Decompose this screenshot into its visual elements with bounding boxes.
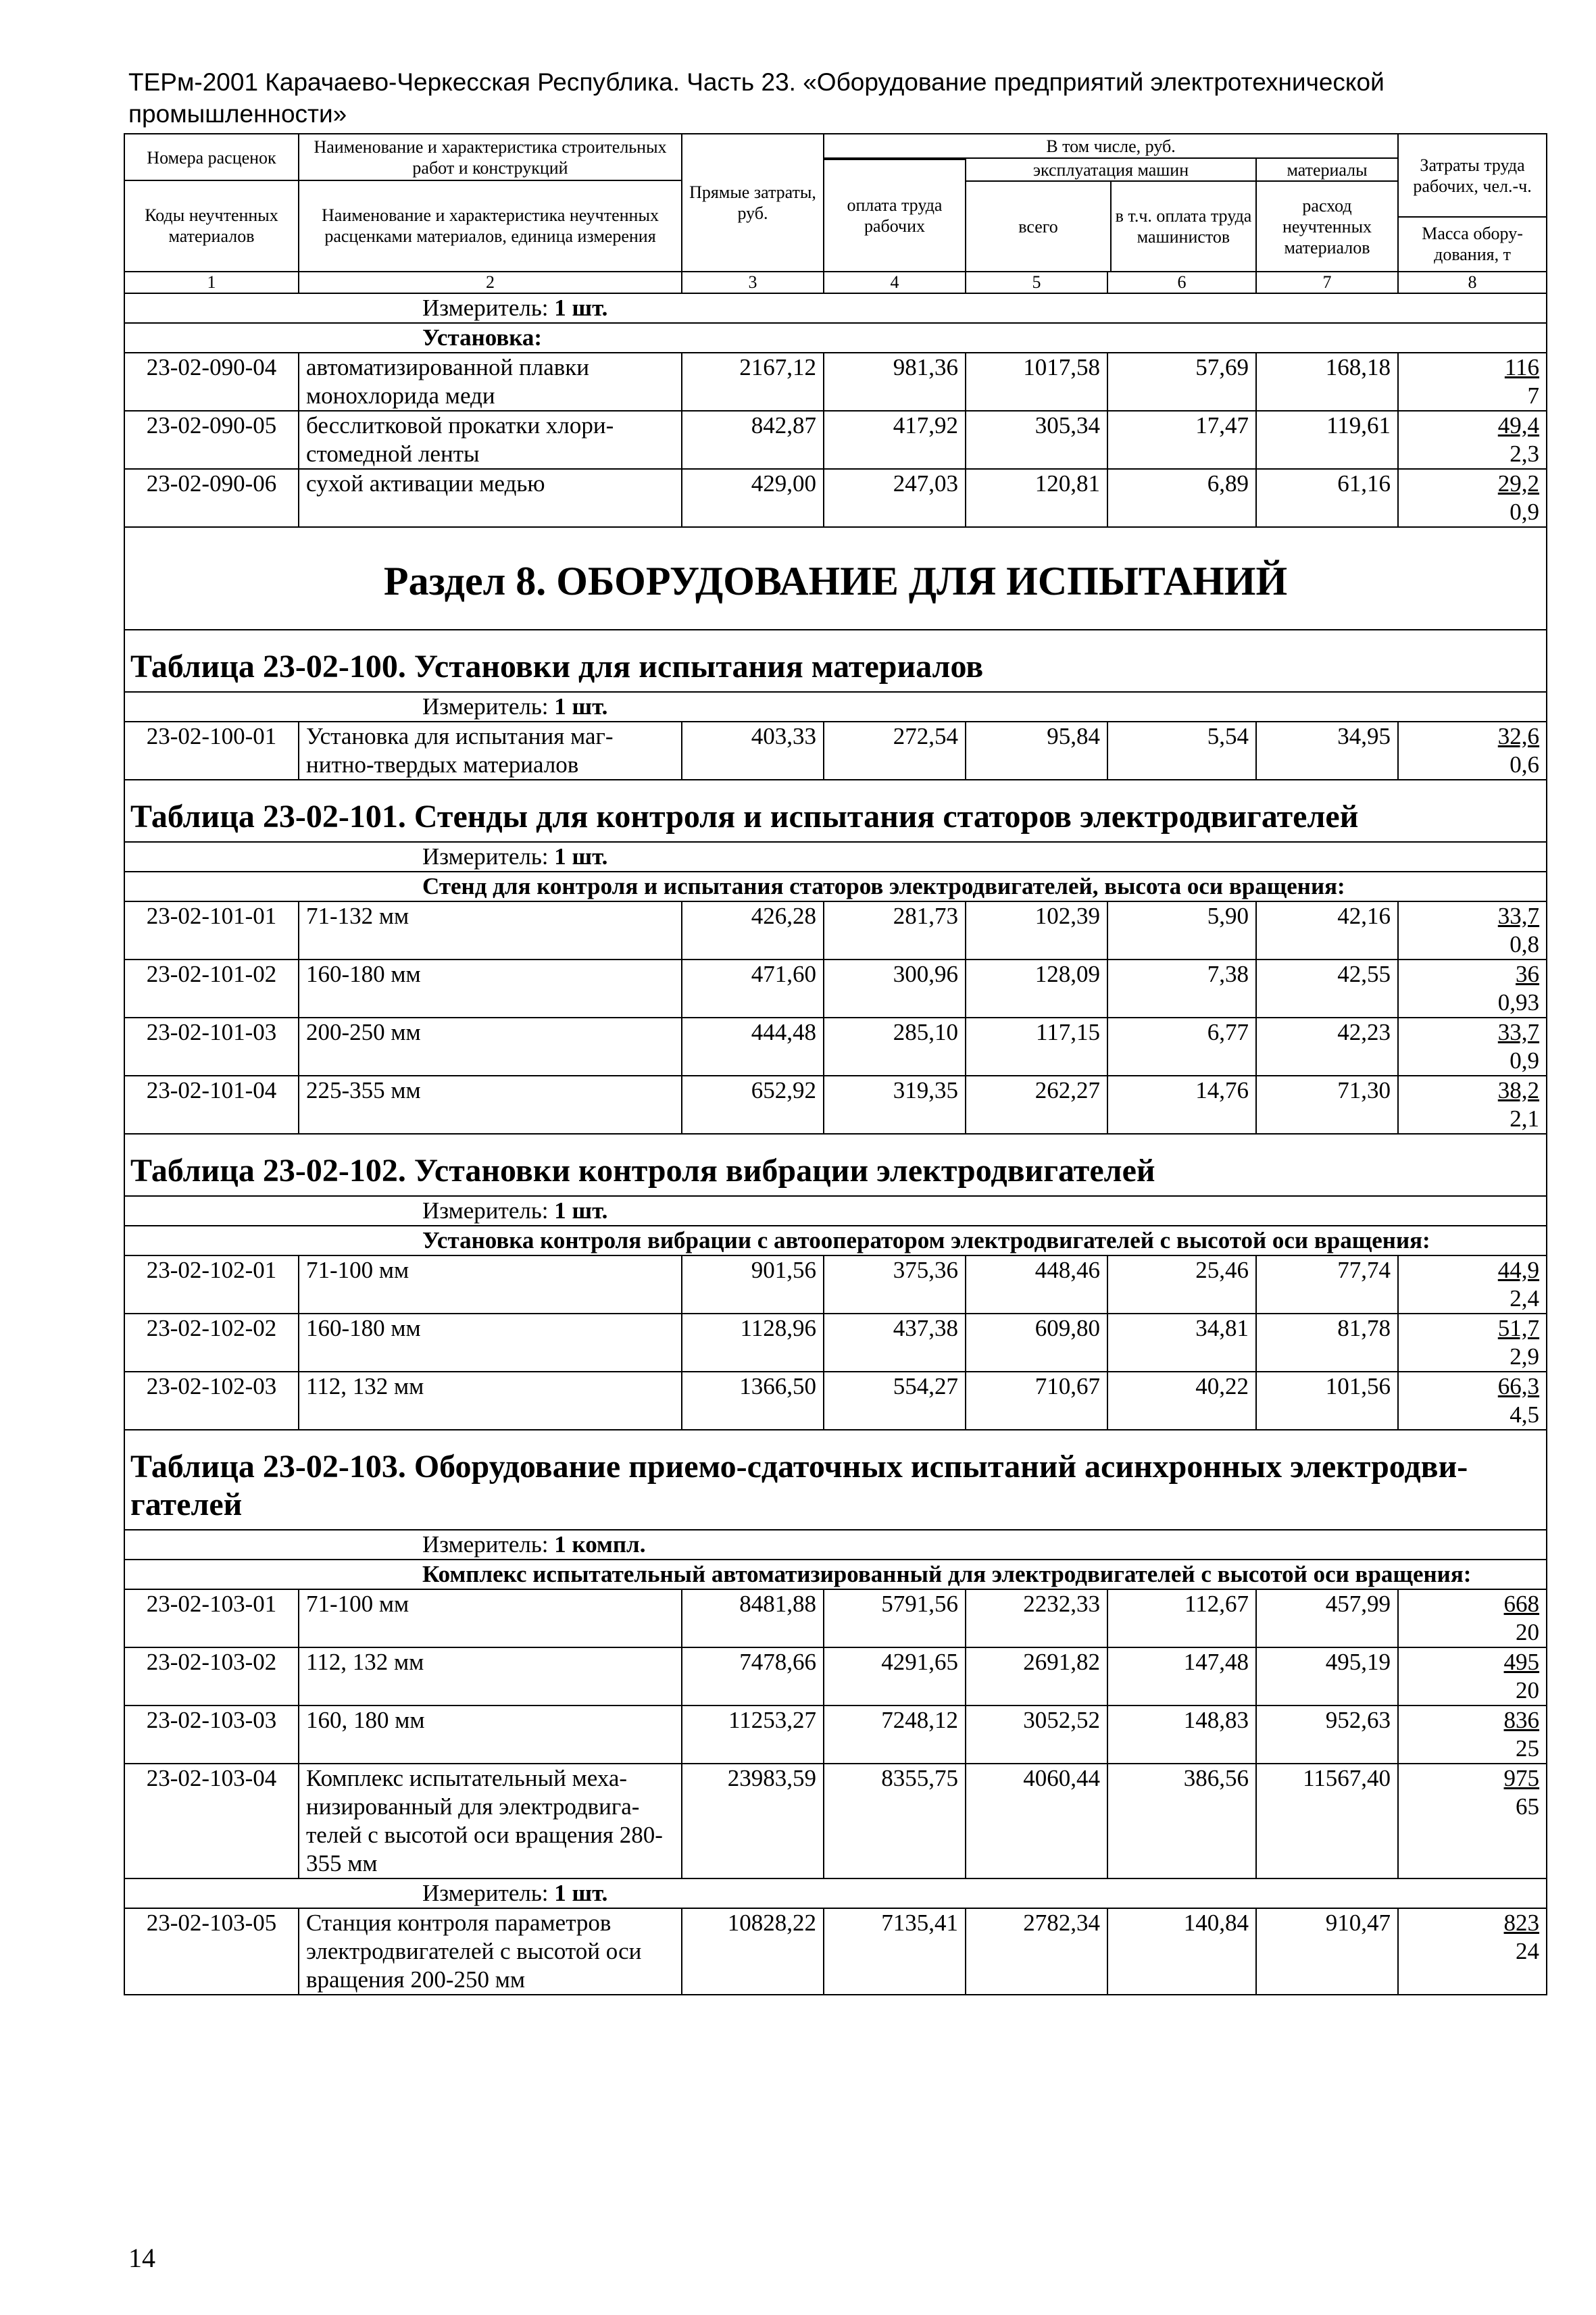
rate-code: 23-02-101-04 — [124, 1076, 299, 1134]
table-row — [124, 411, 1547, 469]
rate-labor-mass — [1398, 1314, 1547, 1372]
table-row — [124, 722, 1547, 780]
table-row — [124, 1372, 1547, 1430]
header-machines: эксплуатация машин — [966, 159, 1255, 182]
labor-cost: 66,3 — [1497, 1373, 1540, 1399]
equipment-mass: 0,9 — [1510, 1047, 1540, 1074]
rate-wage: 281,73 — [824, 901, 966, 960]
rate-mach: 4060,44 — [966, 1764, 1107, 1878]
equipment-mass: 0,93 — [1497, 989, 1540, 1016]
equipment-mass: 20 — [1516, 1677, 1540, 1703]
rate-code: 23-02-103-02 — [124, 1647, 299, 1706]
rate-mach: 95,84 — [966, 722, 1107, 780]
rate-mach-wage: 386,56 — [1107, 1764, 1256, 1878]
rate-mat: 42,23 — [1256, 1018, 1398, 1076]
block0-meter-label: Измеритель: — [422, 295, 549, 321]
rate-mach: 710,67 — [966, 1372, 1107, 1430]
rate-code: 23-02-102-02 — [124, 1314, 299, 1372]
equipment-mass: 0,9 — [1510, 499, 1540, 525]
colnum-7: 7 — [1256, 272, 1398, 293]
rate-mat: 952,63 — [1256, 1706, 1398, 1764]
rate-code: 23-02-103-04 — [124, 1764, 299, 1878]
header-col2-top: Наименование и характеристика строительных работ и конструкций — [299, 135, 681, 181]
rate-mach-wage: 5,90 — [1107, 901, 1256, 960]
rate-direct: 426,28 — [682, 901, 824, 960]
rate-code: 23-02-102-03 — [124, 1372, 299, 1430]
rate-code: 23-02-103-05 — [124, 1908, 299, 1995]
rate-wage: 981,36 — [824, 353, 966, 411]
rate-direct: 8481,88 — [682, 1589, 824, 1647]
header-col1 — [124, 134, 299, 272]
rate-direct: 652,92 — [682, 1076, 824, 1134]
rate-mach: 117,15 — [966, 1018, 1107, 1076]
labor-cost: 29,2 — [1497, 470, 1540, 497]
rate-name: 160-180 мм — [299, 1314, 682, 1372]
header-col8-bottom: Масса обору-дования, т — [1422, 224, 1523, 264]
table-row — [124, 901, 1547, 960]
rate-labor-mass — [1398, 1908, 1547, 1995]
table-row — [124, 1314, 1547, 1372]
rate-name: сухой активации медью — [299, 469, 682, 527]
t100-meter-label: Измеритель: — [422, 693, 549, 720]
labor-cost: 44,9 — [1497, 1257, 1540, 1283]
rate-mach-wage: 147,48 — [1107, 1647, 1256, 1706]
rate-name: 71-100 мм — [299, 1589, 682, 1647]
t102-subhead: Установка контроля вибрации с автооператором электродвигателей с высотой оси вращения: — [124, 1226, 1547, 1255]
labor-cost: 823 — [1503, 1910, 1540, 1936]
rate-code: 23-02-103-03 — [124, 1706, 299, 1764]
rate-direct: 10828,22 — [682, 1908, 824, 1995]
t102-meter-row — [124, 1196, 1547, 1226]
t100-meter-value: 1 шт. — [554, 693, 608, 720]
header-materials-cell — [1256, 158, 1398, 272]
labor-cost-wrap — [1405, 1764, 1539, 1793]
table-row — [124, 1589, 1547, 1647]
rate-code: 23-02-100-01 — [124, 722, 299, 780]
rate-wage: 7248,12 — [824, 1706, 966, 1764]
labor-cost-wrap — [1405, 1648, 1539, 1676]
rate-direct: 7478,66 — [682, 1647, 824, 1706]
rate-mat: 101,56 — [1256, 1372, 1398, 1430]
rate-mach: 128,09 — [966, 960, 1107, 1018]
rate-mat: 119,61 — [1256, 411, 1398, 469]
rate-direct: 23983,59 — [682, 1764, 824, 1878]
rate-mach-wage: 5,54 — [1107, 722, 1256, 780]
rate-mat: 71,30 — [1256, 1076, 1398, 1134]
labor-cost: 668 — [1503, 1591, 1540, 1617]
t101-subhead: Стенд для контроля и испытания статоров электродвигателей, высота оси вращения: — [124, 872, 1547, 901]
rate-name: Установка для испытания маг-нитно-твердых материалов — [299, 722, 682, 780]
rate-mach-wage: 40,22 — [1107, 1372, 1256, 1430]
labor-cost: 51,7 — [1497, 1315, 1540, 1341]
rate-name: 71-132 мм — [299, 901, 682, 960]
labor-cost: 32,6 — [1497, 723, 1540, 749]
rate-direct: 403,33 — [682, 722, 824, 780]
rate-wage: 417,92 — [824, 411, 966, 469]
rate-code: 23-02-101-02 — [124, 960, 299, 1018]
header-col7: расход неучтенных материалов — [1282, 195, 1372, 257]
equipment-mass: 65 — [1516, 1793, 1540, 1820]
header-col5: всего — [966, 182, 1112, 271]
block0-meter-value: 1 шт. — [554, 295, 608, 321]
rate-name: бесслитковой прокатки хлори-стомедной ленты — [299, 411, 682, 469]
rate-mach-wage: 34,81 — [1107, 1314, 1256, 1372]
labor-cost-wrap — [1405, 1590, 1539, 1618]
section-title: Раздел 8. ОБОРУДОВАНИЕ ДЛЯ ИСПЫТАНИЙ — [124, 527, 1547, 630]
rate-mach: 2782,34 — [966, 1908, 1107, 1995]
t101-meter-row — [124, 842, 1547, 872]
equipment-mass: 0,6 — [1510, 751, 1540, 778]
rate-mat: 910,47 — [1256, 1908, 1398, 1995]
table-row — [124, 1706, 1547, 1764]
rate-name: 112, 132 мм — [299, 1647, 682, 1706]
rate-wage: 319,35 — [824, 1076, 966, 1134]
header-col8-top: Затраты труда рабочих, чел.-ч. — [1399, 135, 1546, 218]
t103-m2-meter-label: Измеритель: — [422, 1880, 549, 1906]
t102-meter — [124, 1196, 1547, 1226]
table-row — [124, 1255, 1547, 1314]
colnum-1: 1 — [124, 272, 299, 293]
rate-mach: 3052,52 — [966, 1706, 1107, 1764]
rate-direct: 429,00 — [682, 469, 824, 527]
colnum-5: 5 — [966, 272, 1107, 293]
t103-title: Таблица 23-02-103. Оборудование приемо-сдаточных испытаний асинхронных электродви-гателей — [124, 1430, 1547, 1530]
rate-labor-mass — [1398, 411, 1547, 469]
table-row — [124, 1018, 1547, 1076]
rate-name: 225-355 мм — [299, 1076, 682, 1134]
rate-wage: 272,54 — [824, 722, 966, 780]
equipment-mass: 2,3 — [1510, 441, 1540, 467]
header-col4: оплата труда рабочих — [824, 159, 965, 271]
t101-title: Таблица 23-02-101. Стенды для контроля и испытания статоров электродвигателей — [124, 780, 1547, 842]
rate-wage: 554,27 — [824, 1372, 966, 1430]
header-incl: В том числе, руб. — [824, 134, 1398, 158]
rate-mach-wage: 148,83 — [1107, 1706, 1256, 1764]
rate-mach-wage: 6,89 — [1107, 469, 1256, 527]
header-col1-bottom: Коды неучтенных материалов — [145, 205, 278, 246]
rate-mach: 448,46 — [966, 1255, 1107, 1314]
rate-mach-wage: 57,69 — [1107, 353, 1256, 411]
t100-meter — [124, 692, 1547, 722]
rate-name: 112, 132 мм — [299, 1372, 682, 1430]
rate-code: 23-02-090-04 — [124, 353, 299, 411]
rate-mat: 61,16 — [1256, 469, 1398, 527]
t103-m2-meter-value: 1 шт. — [554, 1880, 608, 1906]
labor-cost-wrap — [1405, 1314, 1539, 1343]
rate-labor-mass — [1398, 960, 1547, 1018]
t101-meter-value: 1 шт. — [554, 843, 608, 870]
rate-mach: 2691,82 — [966, 1647, 1107, 1706]
rate-mach: 609,80 — [966, 1314, 1107, 1372]
colnum-6: 6 — [1107, 272, 1256, 293]
rate-direct: 842,87 — [682, 411, 824, 469]
rate-name: 160-180 мм — [299, 960, 682, 1018]
labor-cost: 33,7 — [1497, 1019, 1540, 1045]
header-col2 — [299, 134, 682, 272]
table-row — [124, 960, 1547, 1018]
colnum-8: 8 — [1398, 272, 1547, 293]
equipment-mass: 2,4 — [1510, 1285, 1540, 1312]
rate-name: 200-250 мм — [299, 1018, 682, 1076]
table-row — [124, 1764, 1547, 1878]
rate-mach-wage: 14,76 — [1107, 1076, 1256, 1134]
labor-cost-wrap — [1405, 1909, 1539, 1937]
table-row — [124, 1647, 1547, 1706]
header-machines-cell — [966, 158, 1256, 272]
equipment-mass: 2,1 — [1510, 1105, 1540, 1132]
table-row — [124, 1908, 1547, 1995]
rate-labor-mass — [1398, 901, 1547, 960]
header-materials: материалы — [1257, 159, 1397, 182]
rate-code: 23-02-090-05 — [124, 411, 299, 469]
t102-meter-value: 1 шт. — [554, 1197, 608, 1224]
rate-mach: 120,81 — [966, 469, 1107, 527]
t100-title: Таблица 23-02-100. Установки для испытания материалов — [124, 630, 1547, 692]
block0-meter-row — [124, 293, 1547, 323]
rate-mat: 168,18 — [1256, 353, 1398, 411]
t101-subhead-row — [124, 872, 1547, 901]
labor-cost-wrap — [1405, 902, 1539, 930]
labor-cost: 836 — [1503, 1707, 1540, 1733]
rates-table-body — [124, 134, 1547, 1995]
rate-labor-mass — [1398, 353, 1547, 411]
rate-direct: 901,56 — [682, 1255, 824, 1314]
t100-title-row — [124, 630, 1547, 692]
block0-subhead-row — [124, 323, 1547, 353]
rate-mat: 42,16 — [1256, 901, 1398, 960]
equipment-mass: 0,8 — [1510, 931, 1540, 957]
table-row — [124, 469, 1547, 527]
labor-cost: 116 — [1504, 354, 1540, 380]
rate-mat: 77,74 — [1256, 1255, 1398, 1314]
rate-labor-mass — [1398, 722, 1547, 780]
rates-table — [124, 133, 1547, 1995]
labor-cost-wrap — [1405, 960, 1539, 989]
rate-mat: 457,99 — [1256, 1589, 1398, 1647]
block0-meter — [124, 293, 1547, 323]
labor-cost: 36 — [1516, 961, 1540, 987]
equipment-mass: 2,9 — [1510, 1343, 1540, 1370]
rate-labor-mass — [1398, 1018, 1547, 1076]
t103-subhead: Комплекс испытательный автоматизированный для электродвигателей с высотой оси вращения: — [124, 1560, 1547, 1589]
rate-mach: 262,27 — [966, 1076, 1107, 1134]
rate-mat: 34,95 — [1256, 722, 1398, 780]
table-row — [124, 1076, 1547, 1134]
rate-direct: 1128,96 — [682, 1314, 824, 1372]
header-col1-top: Номера расценок — [125, 135, 298, 181]
rate-code: 23-02-101-03 — [124, 1018, 299, 1076]
rate-direct: 2167,12 — [682, 353, 824, 411]
labor-cost-wrap — [1405, 470, 1539, 498]
labor-cost-wrap — [1405, 1076, 1539, 1105]
t103-meter-row — [124, 1530, 1547, 1560]
equipment-mass: 4,5 — [1510, 1401, 1540, 1428]
rate-mach-wage: 7,38 — [1107, 960, 1256, 1018]
page-number: 14 — [128, 2243, 155, 2273]
labor-cost-wrap — [1405, 1018, 1539, 1047]
rate-direct: 471,60 — [682, 960, 824, 1018]
rate-wage: 5791,56 — [824, 1589, 966, 1647]
t101-meter-label: Измеритель: — [422, 843, 549, 870]
colnum-4: 4 — [824, 272, 966, 293]
labor-cost-wrap — [1405, 1372, 1539, 1401]
rate-name: 160, 180 мм — [299, 1706, 682, 1764]
rate-name: Комплекс испытательный меха-низированный для электродвига-телей с высотой оси вращения 280-355 мм — [299, 1764, 682, 1878]
header-col3: Прямые затраты, руб. — [682, 134, 824, 272]
labor-cost: 495 — [1503, 1649, 1540, 1675]
rate-code: 23-02-103-01 — [124, 1589, 299, 1647]
labor-cost-wrap — [1405, 722, 1539, 751]
rate-mach-wage: 6,77 — [1107, 1018, 1256, 1076]
document-title: ТЕРм-2001 Карачаево-Черкесская Республика. Часть 23. «Оборудование предприятий электротехнической промышленности» — [128, 68, 1385, 128]
t103-meter-value: 1 компл. — [554, 1531, 646, 1558]
rate-wage: 375,36 — [824, 1255, 966, 1314]
header-col8 — [1398, 134, 1547, 272]
rate-mach: 2232,33 — [966, 1589, 1107, 1647]
rate-name: 71-100 мм — [299, 1255, 682, 1314]
labor-cost: 33,7 — [1497, 903, 1540, 929]
equipment-mass: 25 — [1516, 1735, 1540, 1762]
block0-subhead: Установка: — [124, 323, 1547, 353]
rate-wage: 285,10 — [824, 1018, 966, 1076]
rate-mach-wage: 17,47 — [1107, 411, 1256, 469]
rate-wage: 8355,75 — [824, 1764, 966, 1878]
header-machines-sub — [966, 182, 1255, 271]
rate-direct: 1366,50 — [682, 1372, 824, 1430]
rate-labor-mass — [1398, 1647, 1547, 1706]
rate-wage: 247,03 — [824, 469, 966, 527]
rate-mach: 305,34 — [966, 411, 1107, 469]
rate-labor-mass — [1398, 1255, 1547, 1314]
t103-meter — [124, 1530, 1547, 1560]
t101-title-row — [124, 780, 1547, 842]
rate-labor-mass — [1398, 469, 1547, 527]
column-numbers-row — [124, 272, 1547, 293]
equipment-mass: 20 — [1516, 1619, 1540, 1645]
t102-title: Таблица 23-02-102. Установки контроля вибрации электродвигателей — [124, 1134, 1547, 1196]
t102-meter-label: Измеритель: — [422, 1197, 549, 1224]
colnum-2: 2 — [299, 272, 682, 293]
rate-mach-wage: 112,67 — [1107, 1589, 1256, 1647]
labor-cost: 38,2 — [1497, 1077, 1540, 1103]
t103-subhead-row — [124, 1560, 1547, 1589]
rate-mat: 11567,40 — [1256, 1764, 1398, 1878]
t100-meter-row — [124, 692, 1547, 722]
header-col2-bottom: Наименование и характеристика неучтенных расценками материалов, единица измерения — [322, 205, 659, 246]
rate-mach: 1017,58 — [966, 353, 1107, 411]
rate-labor-mass — [1398, 1706, 1547, 1764]
rate-mach-wage: 140,84 — [1107, 1908, 1256, 1995]
rate-direct: 444,48 — [682, 1018, 824, 1076]
t103-meter-label: Измеритель: — [422, 1531, 549, 1558]
rate-code: 23-02-090-06 — [124, 469, 299, 527]
header-col4-cell — [824, 158, 966, 272]
labor-cost: 49,4 — [1497, 412, 1540, 439]
rate-direct: 11253,27 — [682, 1706, 824, 1764]
rate-labor-mass — [1398, 1589, 1547, 1647]
labor-cost-wrap — [1405, 1706, 1539, 1735]
t103-m2-meter — [124, 1878, 1547, 1908]
header-col6: в т.ч. оплата труда машинистов — [1115, 206, 1252, 247]
rate-name: Станция контроля параметров электродвигателей с высотой оси вращения 200-250 мм — [299, 1908, 682, 1995]
rate-wage: 300,96 — [824, 960, 966, 1018]
rate-wage: 437,38 — [824, 1314, 966, 1372]
rate-mat: 42,55 — [1256, 960, 1398, 1018]
rate-labor-mass — [1398, 1076, 1547, 1134]
labor-cost-wrap — [1405, 353, 1539, 382]
t101-meter — [124, 842, 1547, 872]
equipment-mass: 7 — [1527, 382, 1540, 409]
rate-mat: 495,19 — [1256, 1647, 1398, 1706]
labor-cost-wrap — [1405, 1256, 1539, 1285]
rate-name: автоматизированной плавки монохлорида меди — [299, 353, 682, 411]
labor-cost-wrap — [1405, 412, 1539, 440]
rate-mach-wage: 25,46 — [1107, 1255, 1256, 1314]
table-row — [124, 353, 1547, 411]
t103-title-row — [124, 1430, 1547, 1530]
rate-labor-mass — [1398, 1372, 1547, 1430]
colnum-3: 3 — [682, 272, 824, 293]
rate-wage: 4291,65 — [824, 1647, 966, 1706]
t103-m2-meter-row — [124, 1878, 1547, 1908]
section-title-row — [124, 527, 1547, 630]
t102-subhead-row — [124, 1226, 1547, 1255]
rate-code: 23-02-101-01 — [124, 901, 299, 960]
rate-wage: 7135,41 — [824, 1908, 966, 1995]
equipment-mass: 24 — [1516, 1938, 1540, 1964]
rate-code: 23-02-102-01 — [124, 1255, 299, 1314]
rate-labor-mass — [1398, 1764, 1547, 1878]
rate-mat: 81,78 — [1256, 1314, 1398, 1372]
t102-title-row — [124, 1134, 1547, 1196]
labor-cost: 975 — [1503, 1765, 1540, 1791]
rate-mach: 102,39 — [966, 901, 1107, 960]
